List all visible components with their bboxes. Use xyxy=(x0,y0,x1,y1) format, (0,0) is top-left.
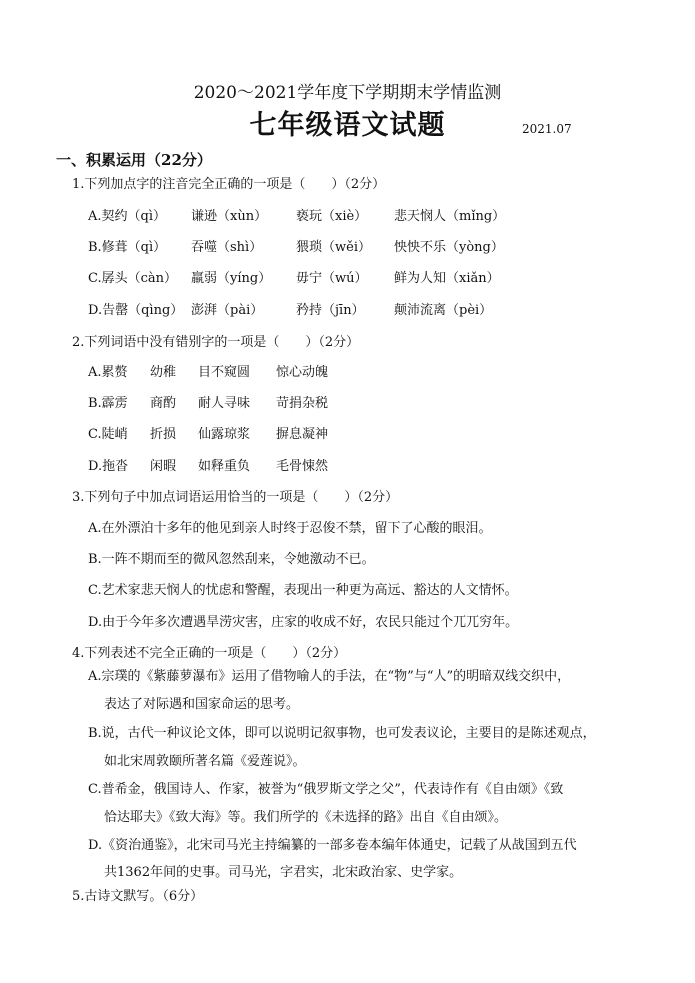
q3-option-a: A.在外漂泊十多年的他见到亲人时终于忍俊不禁，留下了心酸的眼泪。 xyxy=(88,521,492,536)
q1-option-a-3: 亵玩（xiè） xyxy=(296,209,368,224)
q2-option-a-1: A.累赘 xyxy=(88,365,128,380)
q1-option-c-2: 羸弱（yíng） xyxy=(191,271,272,286)
q2-option-b-2: 商酌 xyxy=(150,396,177,411)
q1-option-b-4: 怏怏不乐（yòng） xyxy=(394,240,504,255)
q1-option-c-4: 鲜为人知（xiǎn） xyxy=(394,271,500,286)
q2-option-c-2: 折损 xyxy=(150,427,177,442)
q2-option-c-3: 仙露琼浆 xyxy=(198,427,251,442)
q1-option-d-3: 矜持（jīn） xyxy=(296,303,365,318)
q3-option-c: C.艺术家悲天悯人的忧虑和警醒，表现出一种更为高远、豁达的人文情怀。 xyxy=(88,583,518,598)
q3-option-b: B.一阵不期而至的微风忽然刮来，令她激动不已。 xyxy=(88,552,375,567)
question-5-stem: 5.古诗文默写。（6分） xyxy=(72,889,204,904)
q1-option-b-2: 吞噬（shì） xyxy=(191,240,263,255)
q2-option-a-3: 目不窥圆 xyxy=(198,365,251,380)
q4-option-b-line2: 如北宋周敦颐所著名篇《爱莲说》。 xyxy=(104,754,306,769)
q1-option-a-2: 谦逊（xùn） xyxy=(191,209,268,224)
q4-option-a-line2: 表达了对际遇和国家命运的思考。 xyxy=(104,697,300,712)
q2-option-d-4: 毛骨悚然 xyxy=(276,459,329,474)
q4-option-b-line1: B.说，古代一种议论文体，即可以说明记叙事物，也可发表议论，主要目的是陈述观点， xyxy=(88,726,596,741)
q1-option-d-1: D.告罄（qìng） xyxy=(88,303,184,318)
q4-option-c-line1: C.普希金，俄国诗人、作家，被誉为“俄罗斯文学之父”，代表诗作有《自由颂》《致 xyxy=(88,782,564,797)
q1-option-c-3: 毋宁（wú） xyxy=(296,271,368,286)
q2-option-d-3: 如释重负 xyxy=(198,459,251,474)
question-1-stem: 1.下列加点字的注音完全正确的一项是（ ）（2分） xyxy=(72,177,386,192)
q2-option-b-3: 耐人寻味 xyxy=(198,396,251,411)
q1-option-b-3: 猥琐（wěi） xyxy=(296,240,371,255)
q1-option-b-1: B.修葺（qì） xyxy=(88,240,167,255)
q1-option-d-4: 颠沛流离（pèi） xyxy=(394,303,493,318)
q2-option-c-1: C.陡峭 xyxy=(88,427,128,442)
q2-option-d-1: D.拖沓 xyxy=(88,459,129,474)
q1-option-c-1: C.孱头（càn） xyxy=(88,271,178,286)
q2-option-a-4: 惊心动魄 xyxy=(276,365,329,380)
q2-option-b-1: B.霹雳 xyxy=(88,396,128,411)
q2-option-d-2: 闲暇 xyxy=(150,459,177,474)
q1-option-d-2: 澎湃（pài） xyxy=(191,303,264,318)
q2-option-b-4: 苛捐杂税 xyxy=(276,396,329,411)
question-2-stem: 2.下列词语中没有错别字的一项是（ ）（2分） xyxy=(72,335,360,350)
q1-option-a-4: 悲天悯人（mǐng） xyxy=(394,209,506,224)
q2-option-c-4: 摒息凝神 xyxy=(276,427,329,442)
q4-option-a-line1: A.宗璞的《紫藤萝瀑布》运用了借物喻人的手法，在“物”与“人”的明暗双线交织中， xyxy=(88,669,571,684)
question-3-stem: 3.下列句子中加点词语运用恰当的一项是（ ）（2分） xyxy=(72,490,399,505)
q2-option-a-2: 幼稚 xyxy=(150,365,177,380)
q1-option-a-1: A.契约（qì） xyxy=(88,209,167,224)
exam-date: 2021.07 xyxy=(522,122,572,136)
q4-option-d-line2: 共1362年间的史事。司马光，字君实，北宋政治家、史学家。 xyxy=(104,865,463,880)
q4-option-d-line1: D.《资治通鉴》，北宋司马光主持编纂的一部多卷本编年体通史，记载了从战国到五代 xyxy=(88,838,577,853)
q4-option-c-line2: 恰达耶夫》《致大海》等。我们所学的《未选择的路》出自《自由颂》。 xyxy=(104,810,508,825)
question-4-stem: 4.下列表述不完全正确的一项是（ ）（2分） xyxy=(72,646,347,661)
exam-title: 七年级语文试题 xyxy=(249,110,446,141)
q3-option-d: D.由于今年多次遭遇旱涝灾害，庄家的收成不好，农民只能过个兀兀穷年。 xyxy=(88,615,519,630)
section-heading: 一、积累运用（22分） xyxy=(56,151,212,169)
exam-subtitle: 2020～2021学年度下学期期末学情监测 xyxy=(193,83,502,103)
